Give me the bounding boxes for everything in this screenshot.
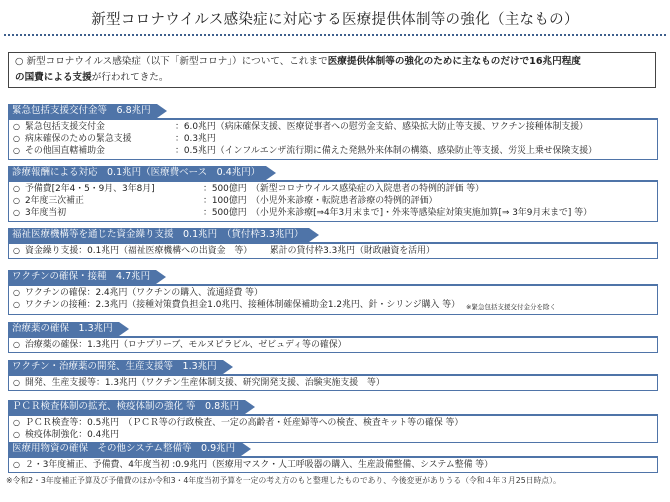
item-value: 累計の貸付枠3.3兆円（財政融資を活用） <box>252 246 435 256</box>
page-title: 新型コロナウイルス感染症に対応する医療提供体制等の強化（主なもの） <box>91 12 579 28</box>
item-label: ワクチンの接種：2.3兆円（接種対策費負担金1.0兆円、接種体制確保補助金1.2兆円、針・シリンジ購入 等） <box>25 300 460 311</box>
item-label: 開発、生産支援等：1.3兆円（ワクチン生産体制支援、研究開発支援、治験実施支援 等） <box>25 378 385 388</box>
bullet-icon: ○ <box>13 146 20 156</box>
list-item <box>13 287 653 299</box>
bullet-icon: ○ <box>13 208 20 218</box>
item-value: ：500億円 （新型コロナウイルス感染症の入院患者の特例的評価 等） <box>203 184 485 194</box>
item-label: 3年度当初 <box>25 208 67 219</box>
list-item <box>13 245 653 257</box>
list-item <box>13 145 653 157</box>
list-item <box>13 377 653 389</box>
item-label: 検疫体制強化：0.4兆円 <box>25 430 119 441</box>
section-body <box>8 456 658 473</box>
item-label: ２・3年度補正、予備費、4年度当初 :0.9兆円（医療用マスク・人工呼吸器の購入、生産設備整備、システム整備 等） <box>25 460 494 470</box>
bullet-icon: ○ <box>13 340 20 349</box>
section-4 <box>8 264 658 315</box>
section-header: 緊急包括支援交付金等 6.8兆円 <box>8 104 157 118</box>
section-header: ワクチンの確保・接種 4.7兆円 <box>8 270 156 284</box>
bullet-icon: ○ <box>13 300 20 310</box>
section-body <box>8 374 658 391</box>
section-body <box>8 180 658 222</box>
bullet-icon: ○ <box>13 288 20 297</box>
section-header: ＰＣＲ検査体制の拡充、検疫体制の強化 等 0.8兆円 <box>8 400 245 414</box>
section-header: 医療用物資の確保 その他システム整備等 0.9兆円 <box>8 442 241 456</box>
section-header: ワクチン・治療薬の開発、生産支援等 1.3兆円 <box>8 360 223 374</box>
section-1 <box>8 98 658 160</box>
item-note: ※緊急包括支援交付金分を除く <box>466 303 556 312</box>
item-label: 病床確保のための緊急支援 <box>25 134 132 145</box>
item-value: ：6.0兆円（病床確保支援、医療従事者への慰労金支給、感染拡大防止等支援、ワクチン接種体制支援） <box>175 122 589 132</box>
item-label: その他国直轄補助金 <box>25 146 105 157</box>
intro-text-1: 新型コロナウイルス感染症（以下「新型コロナ」）について、これまで <box>26 56 328 67</box>
intro-text-2: が行われてきた。 <box>91 72 169 83</box>
bullet-icon: ○ <box>13 378 20 387</box>
footnote: ※令和2・3年度補正予算及び予備費のほか令和3・4年度当初予算を一定の考え方のもと整理したものであり、今後変更がありうる（令和４年３月25日時点）。 <box>6 476 561 485</box>
item-label: 治療薬の確保：1.3兆円（ロナプリーブ、モルヌピラビル、ゼビュディ等の確保） <box>25 340 347 350</box>
list-item <box>13 183 653 195</box>
section-header: 福祉医療機構等を通じた資金繰り支援 0.1兆円 （貸付枠3.3兆円） <box>8 228 309 242</box>
section-3 <box>8 222 658 259</box>
bullet-icon: ○ <box>13 122 20 131</box>
title-divider <box>4 34 666 36</box>
item-value: ：100億円 （小児外来診療・転院患者診療の特例的評価） <box>203 196 438 207</box>
bullet-icon: ○ <box>13 134 20 144</box>
item-label: 予備費[2年4・5・9月、3年8月] <box>25 184 155 194</box>
section-5 <box>8 316 658 353</box>
list-item <box>13 459 653 471</box>
section-6 <box>8 354 658 391</box>
list-item <box>13 195 653 207</box>
section-2 <box>8 160 658 222</box>
section-body <box>8 242 658 259</box>
bullet-icon: ○ <box>13 246 20 255</box>
section-header: 診療報酬による対応 0.1兆円（医療費ベース 0.4兆円） <box>8 166 266 180</box>
bullet-icon: ○ <box>13 196 20 206</box>
intro-bold-2: の国費による支援 <box>15 72 92 83</box>
intro-box <box>8 52 656 88</box>
bullet-icon: ○ <box>13 430 20 440</box>
list-item <box>13 339 653 351</box>
section-header: 治療薬の確保 1.3兆円 <box>8 322 119 336</box>
section-body <box>8 336 658 353</box>
bullet-icon: ○ <box>13 418 20 427</box>
list-item <box>13 121 653 133</box>
item-value: ：0.3兆円 <box>175 134 216 145</box>
list-item <box>13 417 653 429</box>
intro-bullet: ○ <box>15 56 24 67</box>
item-label: ＰＣＲ検査等：0.5兆円 （ＰＣＲ等の行政検査、一定の高齢者・妊産婦等への検査、検査キット等の確保 等） <box>25 418 464 428</box>
item-label: ワクチンの確保：2.4兆円（ワクチンの購入、流通経費 等） <box>25 288 263 298</box>
item-label: 2年度三次補正 <box>25 196 84 207</box>
item-label: 資金繰り支援：0.1兆円（福祉医療機構への出資金 等） <box>25 246 253 256</box>
section-8 <box>8 436 658 473</box>
item-label: 緊急包括支援交付金 <box>25 122 105 132</box>
section-body <box>8 118 658 160</box>
list-item <box>13 133 653 145</box>
list-item <box>13 207 653 219</box>
bullet-icon: ○ <box>13 460 20 469</box>
item-value: ：0.5兆円（インフルエンザ流行期に備えた発熱外来体制の構築、感染防止等支援、労災上乗せ保険支援） <box>175 146 598 157</box>
item-value: ：500億円 （小児外来診療[⇒4年3月末まで]・外来等感染症対策実施加算[⇒ 3年9月末まで] 等） <box>203 208 592 219</box>
bullet-icon: ○ <box>13 184 20 193</box>
intro-bold-1: 医療提供体制等の強化のために主なものだけで16兆円程度 <box>327 56 581 67</box>
list-item <box>13 299 653 313</box>
section-body <box>8 284 658 315</box>
